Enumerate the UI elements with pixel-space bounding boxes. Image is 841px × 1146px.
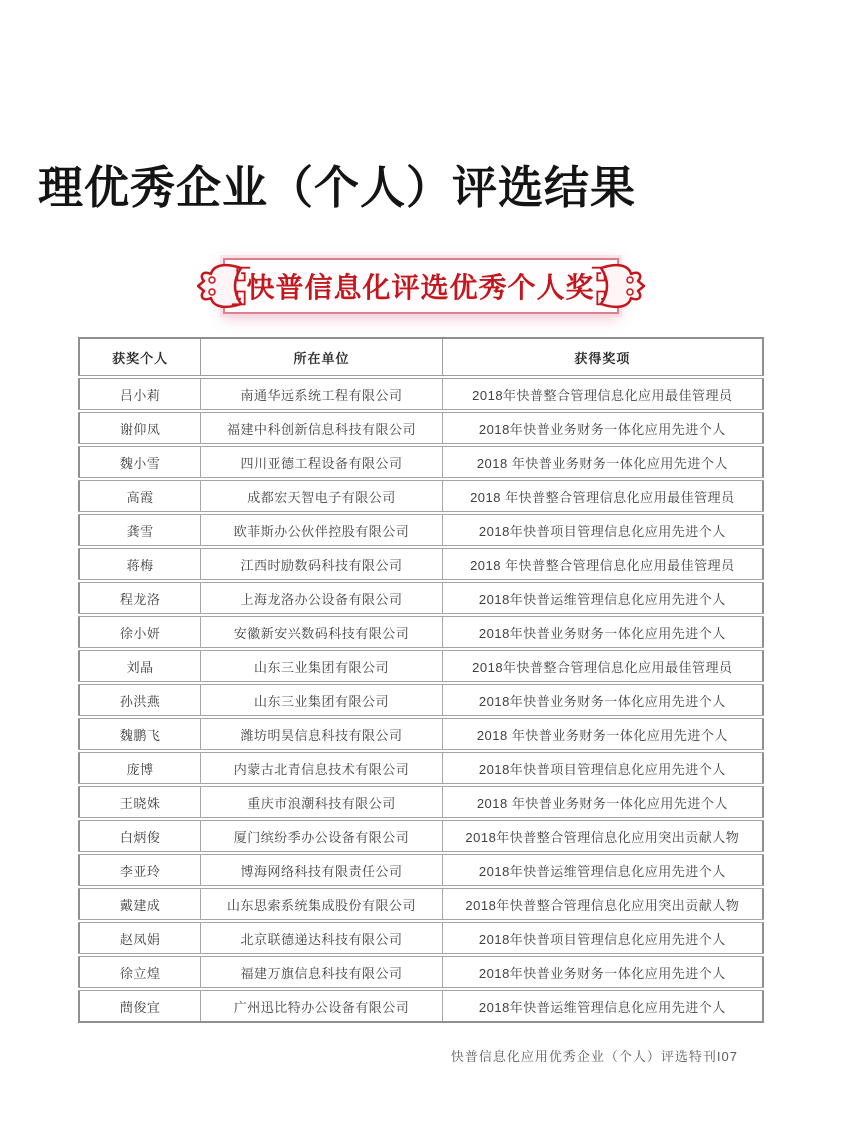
cell-person-name: 魏鹏飞 — [79, 717, 201, 751]
cell-person-name: 龚雪 — [79, 513, 201, 547]
cell-company: 博海网络科技有限责任公司 — [201, 853, 442, 887]
cell-person-name: 王晓姝 — [79, 785, 201, 819]
cell-award: 2018年快普运维管理信息化应用先进个人 — [442, 581, 763, 615]
cell-award: 2018 年快普整合管理信息化应用最佳管理员 — [442, 479, 763, 513]
cell-award: 2018年快普运维管理信息化应用先进个人 — [442, 989, 763, 1022]
table-row — [79, 955, 763, 989]
table-row — [79, 377, 763, 411]
cell-award: 2018年快普项目管理信息化应用先进个人 — [442, 751, 763, 785]
cell-award: 2018 年快普业务财务一体化应用先进个人 — [442, 717, 763, 751]
cell-award: 2018年快普业务财务一体化应用先进个人 — [442, 411, 763, 445]
cell-person-name: 孙洪燕 — [79, 683, 201, 717]
table-row — [79, 887, 763, 921]
cell-company: 广州迅比特办公设备有限公司 — [201, 989, 442, 1022]
cell-person-name: 李亚玲 — [79, 853, 201, 887]
table-row — [79, 989, 763, 1022]
awards-table-wrap — [78, 337, 764, 1023]
cell-company: 福建万旗信息科技有限公司 — [201, 955, 442, 989]
cell-award: 2018年快普运维管理信息化应用先进个人 — [442, 853, 763, 887]
cell-award: 2018年快普业务财务一体化应用先进个人 — [442, 955, 763, 989]
table-row — [79, 581, 763, 615]
cell-company: 南通华远系统工程有限公司 — [201, 377, 442, 411]
cell-person-name: 吕小莉 — [79, 377, 201, 411]
table-row — [79, 547, 763, 581]
cell-person-name: 刘晶 — [79, 649, 201, 683]
cell-person-name: 徐立煌 — [79, 955, 201, 989]
table-row — [79, 683, 763, 717]
cell-person-name: 白炳俊 — [79, 819, 201, 853]
cell-company: 山东三业集团有限公司 — [201, 683, 442, 717]
table-row — [79, 853, 763, 887]
table-row — [79, 717, 763, 751]
table-row — [79, 751, 763, 785]
cell-person-name: 徐小妍 — [79, 615, 201, 649]
page-title: 理优秀企业（个人）评选结果 — [38, 162, 637, 213]
table-row — [79, 445, 763, 479]
awards-table-header — [79, 338, 763, 377]
cell-company: 福建中科创新信息科技有限公司 — [201, 411, 442, 445]
table-row — [79, 615, 763, 649]
cell-person-name: 庞博 — [79, 751, 201, 785]
awards-table-body — [79, 377, 763, 1022]
cell-award: 2018年快普业务财务一体化应用先进个人 — [442, 615, 763, 649]
cell-award: 2018年快普整合管理信息化应用突出贡献人物 — [442, 819, 763, 853]
column-header-company: 所在单位 — [201, 338, 442, 377]
cell-person-name: 程龙洛 — [79, 581, 201, 615]
table-row — [79, 649, 763, 683]
cell-person-name: 魏小雪 — [79, 445, 201, 479]
banner-title: 快普信息化评选优秀个人奖 — [246, 272, 595, 303]
table-row — [79, 411, 763, 445]
cell-award: 2018 年快普业务财务一体化应用先进个人 — [442, 785, 763, 819]
cell-person-name: 戴建成 — [79, 887, 201, 921]
cell-award: 2018年快普整合管理信息化应用突出贡献人物 — [442, 887, 763, 921]
award-banner — [223, 258, 619, 314]
page-footer: 快普信息化应用优秀企业（个人）评选特刊I07 — [450, 1049, 738, 1064]
table-row — [79, 819, 763, 853]
column-header-award: 获得奖项 — [442, 338, 763, 377]
cell-person-name: 蔄俊宜 — [79, 989, 201, 1022]
cell-person-name: 蒋梅 — [79, 547, 201, 581]
cell-company: 内蒙古北青信息技术有限公司 — [201, 751, 442, 785]
cell-company: 欧菲斯办公伙伴控股有限公司 — [201, 513, 442, 547]
cell-company: 江西时励数码科技有限公司 — [201, 547, 442, 581]
ruyi-ornament-right-icon — [599, 258, 645, 314]
cell-award: 2018年快普业务财务一体化应用先进个人 — [442, 683, 763, 717]
table-row — [79, 513, 763, 547]
greek-key-fret-left-icon — [230, 265, 252, 307]
cell-award: 2018年快普整合管理信息化应用最佳管理员 — [442, 377, 763, 411]
cell-person-name: 谢仰凤 — [79, 411, 201, 445]
table-row — [79, 921, 763, 955]
cell-award: 2018年快普项目管理信息化应用先进个人 — [442, 921, 763, 955]
cell-award: 2018年快普整合管理信息化应用最佳管理员 — [442, 649, 763, 683]
cell-company: 上海龙洛办公设备有限公司 — [201, 581, 442, 615]
cell-company: 潍坊明昊信息科技有限公司 — [201, 717, 442, 751]
cell-company: 四川亚德工程设备有限公司 — [201, 445, 442, 479]
cell-person-name: 高霞 — [79, 479, 201, 513]
cell-company: 重庆市浪潮科技有限公司 — [201, 785, 442, 819]
table-row — [79, 785, 763, 819]
table-row — [79, 479, 763, 513]
column-header-person: 获奖个人 — [79, 338, 201, 377]
cell-company: 厦门缤纷季办公设备有限公司 — [201, 819, 442, 853]
cell-company: 北京联德递达科技有限公司 — [201, 921, 442, 955]
cell-company: 山东三业集团有限公司 — [201, 649, 442, 683]
cell-company: 安徽新安兴数码科技有限公司 — [201, 615, 442, 649]
banner-frame — [223, 258, 619, 314]
cell-award: 2018年快普项目管理信息化应用先进个人 — [442, 513, 763, 547]
cell-company: 山东思索系统集成股份有限公司 — [201, 887, 442, 921]
cell-award: 2018 年快普整合管理信息化应用最佳管理员 — [442, 547, 763, 581]
cell-award: 2018 年快普业务财务一体化应用先进个人 — [442, 445, 763, 479]
awards-table — [78, 337, 764, 1023]
cell-company: 成都宏天智电子有限公司 — [201, 479, 442, 513]
cell-person-name: 赵凤娟 — [79, 921, 201, 955]
